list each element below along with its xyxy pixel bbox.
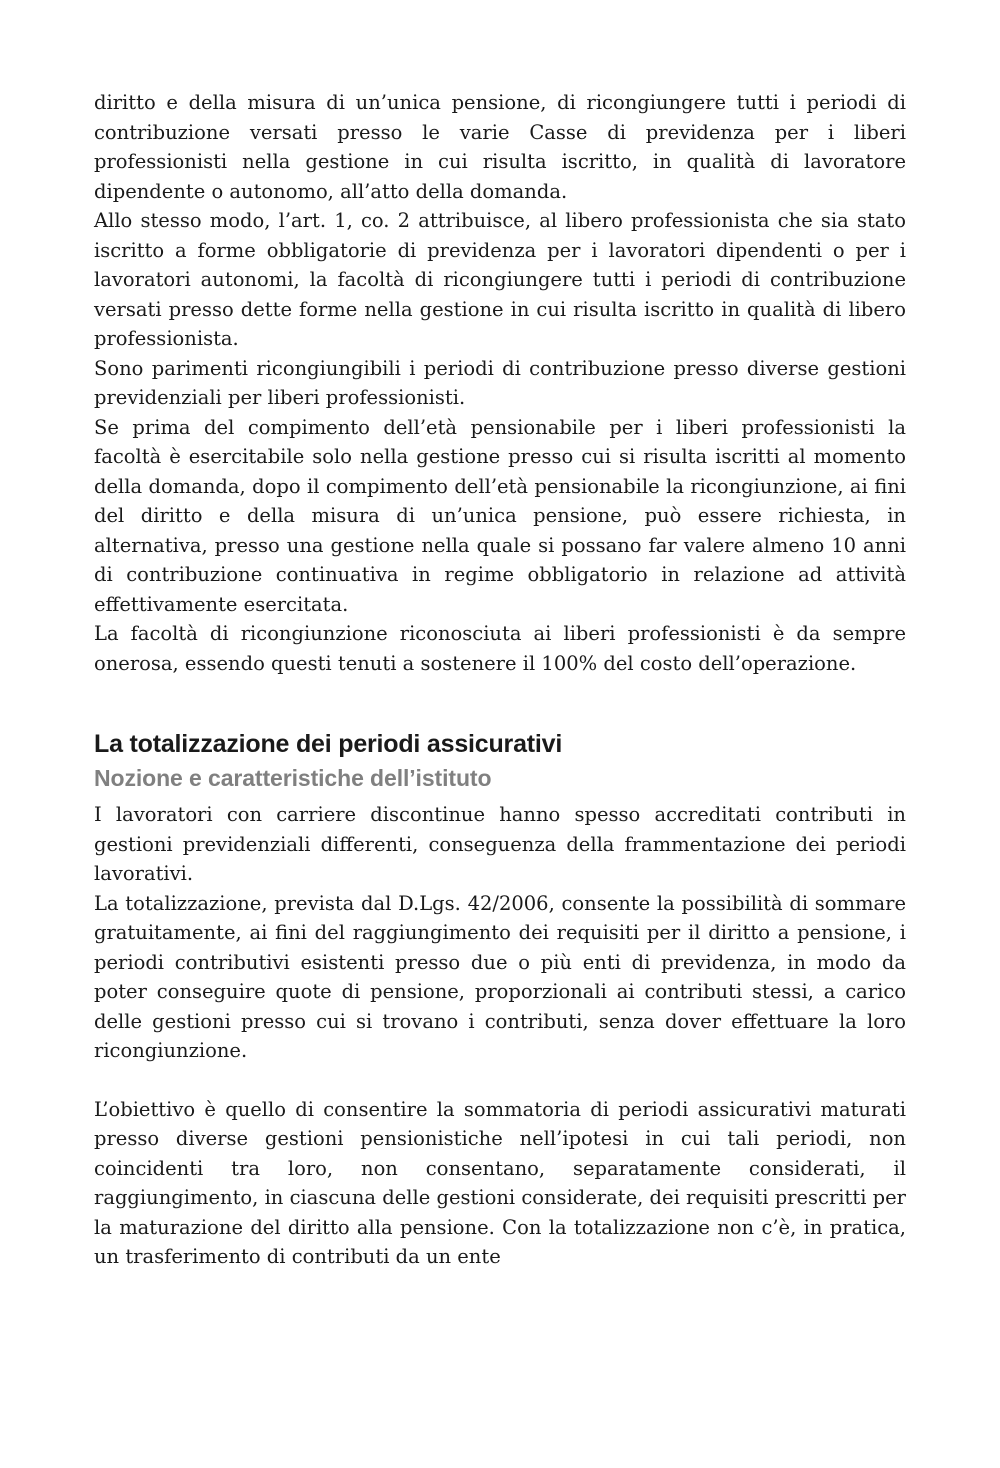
paragraph-carriere-discontinue: I lavoratori con carriere discontinue hanno spesso accreditati contributi in gestioni previdenziali differenti, conseguenza della frammentazione dei periodi lavorativi. — [94, 803, 906, 885]
paragraph-gestioni-liberi-professionisti: Sono parimenti ricongiungibili i periodi di contribuzione presso diverse gestioni previdenziali per liberi professionisti. — [94, 356, 906, 409]
section-title: La totalizzazione dei periodi assicurativi — [94, 730, 563, 758]
section-subtitle: Nozione e caratteristiche dell’istituto — [94, 765, 492, 791]
paragraph-eta-pensionabile: Se prima del compimento dell’età pensionabile per i liberi professionisti la facoltà è esercitabile solo nella gestione presso cui si risulta iscritti al momento della domanda, dopo il compimento dell’età pensionabile la ricongiunzione, ai fini del diritto e della misura di un’unica pensione, può essere richiesta, in alternativa, presso una gestione nella quale si possano far valere almeno 10 anni di contribuzione continuativa in regime obbligatorio in relazione ad attività effettivamente esercitata. — [94, 415, 906, 616]
document-page — [94, 88, 906, 1272]
paragraph-facolta-onerosa: La facoltà di ricongiunzione riconosciuta ai liberi professionisti è da sempre onerosa, essendo questi tenuti a sostenere il 100% del costo dell’operazione. — [94, 622, 906, 675]
paragraph-dlgs-42-2006: La totalizzazione, prevista dal D.Lgs. 42/2006, consente la possibilità di sommare gratuitamente, ai fini del raggiungimento dei requisiti per il diritto a pensione, i periodi contributivi esistenti presso due o più enti di previdenza, in modo da poter conseguire quote di pensione, proporzionali ai contributi stessi, a carico delle gestioni presso cui si trovano i contributi, senza dover effettuare la loro ricongiunzione. — [94, 891, 906, 1062]
paragraph-art1-co2: Allo stesso modo, l’art. 1, co. 2 attribuisce, al libero professionista che sia stato iscritto a forme obbligatorie di previdenza per i lavoratori dipendenti o per i lavoratori autonomi, la facoltà di ricongiungere tutti i periodi di contribuzione versati presso dette forme nella gestione in cui risulta iscritto in qualità di libero professionista. — [94, 209, 906, 350]
paragraph-ricongiunzione-casse: diritto e della misura di un’unica pensione, di ricongiungere tutti i periodi di contribuzione versati presso le varie Casse di previdenza per i liberi professionisti nella gestione in cui risulta iscritto, in qualità di lavoratore dipendente o autonomo, all’atto della domanda. — [94, 91, 906, 203]
paragraph-obiettivo: L’obiettivo è quello di consentire la sommatoria di periodi assicurativi maturati presso diverse gestioni pensionistiche nell’ipotesi in cui tali periodi, non coincidenti tra loro, non consentano, separatamente considerati, il raggiungimento, in ciascuna delle gestioni considerate, dei requisiti prescritti per la maturazione del diritto alla pensione. Con la totalizzazione non c’è, in pratica, un trasferimento di contributi da un ente — [94, 1097, 906, 1268]
